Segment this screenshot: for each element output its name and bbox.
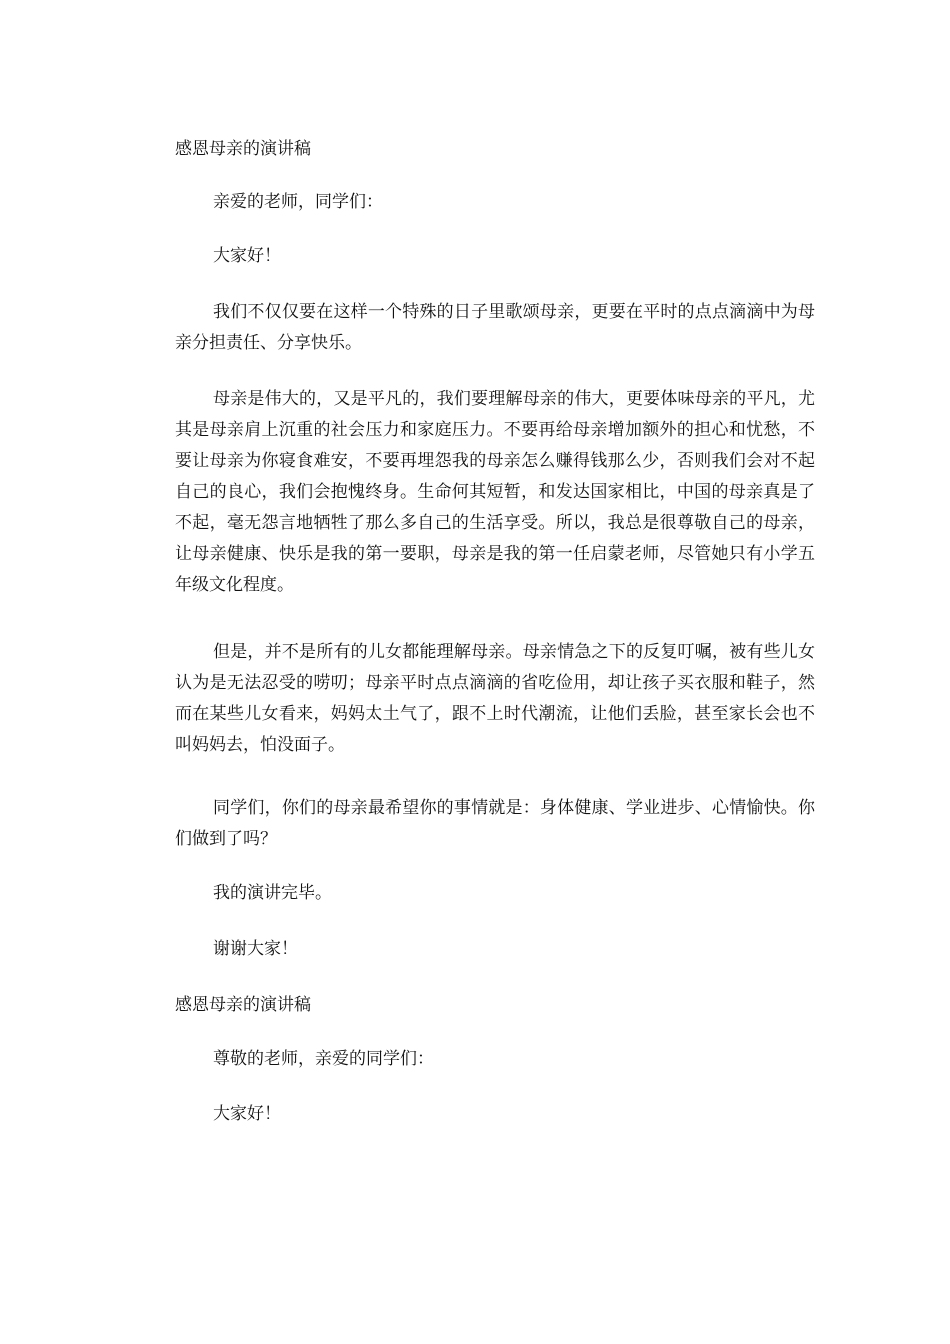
speech-title: 感恩母亲的演讲稿 [175,139,311,159]
body-paragraph: 但是，并不是所有的儿女都能理解母亲。母亲情急之下的反复叮嘱，被有些儿女认为是无法忍受的唠叨；母亲平时点点滴滴的省吃俭用，却让孩子买衣服和鞋子，然而在某些儿女看来，妈妈太土气了，跟不上时代潮流，让他们丢脸，甚至家长会也不叫妈妈去，怕没面子。 [175,642,815,755]
body-paragraph: 同学们，你们的母亲最希望你的事情就是：身体健康、学业进步、心情愉快。你们做到了吗？ [175,798,815,849]
closing-line: 我的演讲完毕。 [213,883,332,903]
greeting: 大家好！ [213,246,281,266]
body-paragraph: 母亲是伟大的，又是平凡的，我们要理解母亲的伟大，更要体味母亲的平凡，尤其是母亲肩上沉重的社会压力和家庭压力。不要再给母亲增加额外的担心和忧愁，不要让母亲为你寝食难安，不要再埋怨我的母亲怎么赚得钱那么少，否则我们会对不起自己的良心，我们会抱愧终身。生命何其短暂，和发达国家相比，中国的母亲真是了不起，毫无怨言地牺牲了那么多自己的生活享受。所以，我总是很尊敬自己的母亲，让母亲健康、快乐是我的第一要职，母亲是我的第一任启蒙老师，尽管她只有小学五年级文化程度。 [175,389,815,595]
speech-title: 感恩母亲的演讲稿 [175,995,311,1015]
salutation: 尊敬的老师，亲爱的同学们： [213,1049,434,1069]
greeting: 大家好！ [213,1104,281,1124]
thanks-line: 谢谢大家！ [213,939,298,959]
salutation: 亲爱的老师，同学们： [213,192,383,212]
body-paragraph: 我们不仅仅要在这样一个特殊的日子里歌颂母亲，更要在平时的点点滴滴中为母亲分担责任、分享快乐。 [175,302,815,353]
